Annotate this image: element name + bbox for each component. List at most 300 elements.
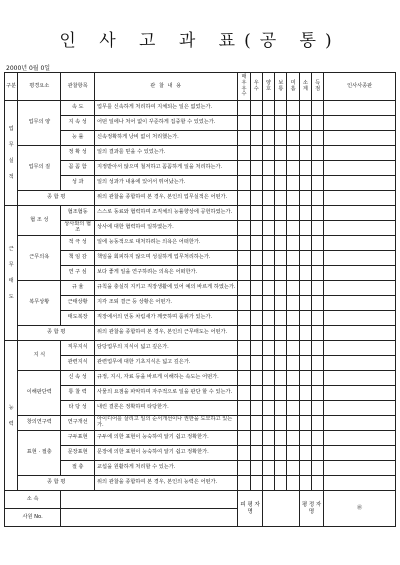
grade-cell[interactable]	[238, 191, 250, 206]
grade-cell[interactable]	[262, 311, 274, 326]
grade-cell[interactable]	[275, 341, 287, 356]
grade-cell[interactable]	[312, 386, 324, 401]
grade-cell[interactable]	[287, 356, 299, 371]
grade-cell[interactable]	[262, 116, 274, 131]
header-grade-6: 득점	[312, 73, 324, 101]
grade-cell[interactable]	[238, 296, 250, 311]
header-desc: 관 찰 내 용	[95, 73, 238, 101]
grade-cell[interactable]	[299, 281, 311, 296]
grade-cell[interactable]	[275, 371, 287, 386]
grade-cell[interactable]	[287, 191, 299, 206]
table-row	[5, 131, 396, 146]
grade-cell[interactable]	[262, 296, 274, 311]
grade-cell[interactable]	[299, 236, 311, 251]
grade-cell[interactable]	[275, 281, 287, 296]
grade-cell[interactable]	[299, 416, 311, 431]
grade-cell[interactable]	[238, 116, 250, 131]
item-label: 문장표현	[61, 446, 95, 461]
grade-cell[interactable]	[238, 326, 250, 341]
grade-cell[interactable]	[287, 371, 299, 386]
description: 일의 성과가 내용에 있어서 뛰어났는가.	[95, 176, 238, 191]
grade-cell[interactable]	[250, 386, 262, 401]
grade-cell[interactable]	[312, 446, 324, 461]
description: 일의 결과를 믿을 수 있었는가.	[95, 146, 238, 161]
description: 상사에 대한 협력하여 일하였는가.	[95, 221, 238, 236]
remarks-cell[interactable]	[324, 371, 396, 386]
item-label: 타 당 성	[61, 401, 95, 416]
grade-cell[interactable]	[250, 476, 262, 491]
section-label-char: 적	[8, 174, 14, 180]
grade-cell[interactable]	[287, 101, 299, 116]
grade-cell[interactable]	[299, 131, 311, 146]
grade-cell[interactable]	[299, 311, 311, 326]
table-row	[5, 461, 396, 476]
grade-cell[interactable]	[262, 131, 274, 146]
table-row	[5, 431, 396, 446]
table-row	[5, 326, 396, 341]
grade-cell[interactable]	[250, 311, 262, 326]
section-label-char: 력	[8, 420, 14, 427]
grade-cell[interactable]	[238, 236, 250, 251]
grade-cell[interactable]	[238, 461, 250, 476]
remarks-cell[interactable]	[324, 146, 396, 161]
table-row	[5, 296, 396, 311]
description: 관련업무에 대한 기초지식은 넓고 깊은가.	[95, 356, 238, 371]
grade-cell[interactable]	[262, 386, 274, 401]
description: 일에 능동적으로 대처하려는 의욕은 어떠한가.	[95, 236, 238, 251]
header-grade-0: 매우우수	[238, 73, 250, 101]
grade-cell[interactable]	[250, 401, 262, 416]
grade-cell[interactable]	[262, 191, 274, 206]
grade-cell[interactable]	[275, 311, 287, 326]
grade-cell[interactable]	[262, 161, 274, 176]
item-label: 신 속 성	[61, 371, 95, 386]
remarks-cell[interactable]	[324, 386, 396, 401]
grade-cell[interactable]	[262, 326, 274, 341]
description: 사물의 요점을 파악하며 자주적으로 일을 판단 할 수 있는가.	[95, 386, 238, 401]
remarks-cell[interactable]	[324, 296, 396, 311]
grade-cell[interactable]	[312, 251, 324, 266]
grade-cell[interactable]	[287, 326, 299, 341]
summary-label: 종 합 평	[18, 326, 95, 341]
remarks-cell[interactable]	[324, 266, 396, 281]
description: 교섭을 원활하게 처리할 수 있는가.	[95, 461, 238, 476]
grade-cell[interactable]	[262, 176, 274, 191]
grade-cell[interactable]	[250, 371, 262, 386]
footer-evaluatee: 피 평 자 명	[238, 491, 263, 527]
grade-cell[interactable]	[299, 476, 311, 491]
grade-cell[interactable]	[287, 446, 299, 461]
description: 신속정확하게 낭비 없이 처리했는가.	[95, 131, 238, 146]
grade-cell[interactable]	[275, 131, 287, 146]
item-label: 속 도	[61, 101, 95, 116]
remarks-cell[interactable]	[324, 431, 396, 446]
remarks-cell[interactable]	[324, 356, 396, 371]
grade-cell[interactable]	[287, 296, 299, 311]
grade-cell[interactable]	[275, 461, 287, 476]
remarks-cell[interactable]	[324, 236, 396, 251]
description: 스스로 동료와 협력하며 조직체의 능률향상에 공헌하였는가.	[95, 206, 238, 221]
grade-cell[interactable]	[287, 431, 299, 446]
remarks-cell[interactable]	[324, 401, 396, 416]
grade-cell[interactable]	[299, 431, 311, 446]
grade-cell[interactable]	[262, 446, 274, 461]
grade-cell[interactable]	[299, 326, 311, 341]
grade-cell[interactable]	[312, 131, 324, 146]
grade-cell[interactable]	[250, 341, 262, 356]
description: 보다 좋게 일을 연구하려는 의욕은 어떠한가.	[95, 266, 238, 281]
grade-cell[interactable]	[312, 281, 324, 296]
element-label: 창의연구력	[18, 416, 61, 431]
description: 위의 관찰을 종합하여 본 경우, 본인의 업무실적은 어떤가.	[95, 191, 238, 206]
grade-cell[interactable]	[250, 356, 262, 371]
grade-cell[interactable]	[238, 281, 250, 296]
grade-cell[interactable]	[299, 161, 311, 176]
description: 아이디어를 살리고 일의 순서개선이나 권한을 도모하고 있는가.	[95, 416, 238, 431]
remarks-cell[interactable]	[324, 416, 396, 431]
grade-cell[interactable]	[287, 476, 299, 491]
item-label: 통 찰 력	[61, 386, 95, 401]
item-label: 능 률	[61, 131, 95, 146]
grade-cell[interactable]	[287, 221, 299, 236]
grade-cell[interactable]	[287, 116, 299, 131]
grade-cell[interactable]	[262, 461, 274, 476]
remarks-cell[interactable]	[324, 311, 396, 326]
table-row	[5, 161, 396, 176]
grade-cell[interactable]	[287, 401, 299, 416]
grade-cell[interactable]	[299, 206, 311, 221]
grade-cell[interactable]	[250, 221, 262, 236]
section-label	[5, 341, 18, 491]
grade-cell[interactable]	[262, 281, 274, 296]
grade-cell[interactable]	[275, 161, 287, 176]
grade-cell[interactable]	[275, 236, 287, 251]
page-title: 인 사 고 과 표(공 통)	[59, 31, 341, 51]
grade-cell[interactable]	[287, 416, 299, 431]
grade-cell[interactable]	[238, 146, 250, 161]
grade-cell[interactable]	[312, 461, 324, 476]
remarks-cell[interactable]	[324, 101, 396, 116]
description: 지각 조퇴 결근 등 상황은 어떤가.	[95, 296, 238, 311]
grade-cell[interactable]	[238, 101, 250, 116]
summary-label: 종 합 평	[18, 191, 95, 206]
grade-cell[interactable]	[262, 146, 274, 161]
grade-cell[interactable]	[275, 101, 287, 116]
grade-cell[interactable]	[238, 311, 250, 326]
element-label: 업무의 질	[18, 146, 61, 191]
element-label: 지 식	[18, 341, 61, 371]
grade-cell[interactable]	[287, 266, 299, 281]
table-row	[5, 101, 396, 116]
grade-cell[interactable]	[238, 416, 250, 431]
grade-cell[interactable]	[250, 431, 262, 446]
grade-cell[interactable]	[262, 341, 274, 356]
description: 책임을 회피하지 않으며 성실하게 업무처리하는가.	[95, 251, 238, 266]
table-row	[5, 476, 396, 491]
grade-cell[interactable]	[299, 251, 311, 266]
seal-mark: ㊞	[324, 491, 396, 527]
footer-dept-value[interactable]	[61, 491, 238, 509]
description: 구두에 의한 표현이 능숙하여 알기 쉽고 정확한가.	[95, 431, 238, 446]
grade-cell[interactable]	[262, 251, 274, 266]
grade-cell[interactable]	[262, 416, 274, 431]
remarks-cell[interactable]	[324, 176, 396, 191]
grade-cell[interactable]	[287, 206, 299, 221]
item-label: 태도복장	[61, 311, 95, 326]
item-label: 관련지식	[61, 356, 95, 371]
grade-cell[interactable]	[299, 146, 311, 161]
grade-cell[interactable]	[250, 236, 262, 251]
header-grade-5: 소계	[299, 73, 311, 101]
grade-cell[interactable]	[312, 116, 324, 131]
grade-cell[interactable]	[275, 296, 287, 311]
grade-cell[interactable]	[250, 446, 262, 461]
grade-cell[interactable]	[275, 176, 287, 191]
grade-cell[interactable]	[275, 191, 287, 206]
grade-cell[interactable]	[275, 356, 287, 371]
grade-cell[interactable]	[275, 251, 287, 266]
header-row	[5, 73, 396, 101]
grade-cell[interactable]	[299, 101, 311, 116]
grade-cell[interactable]	[250, 131, 262, 146]
grade-cell[interactable]	[287, 176, 299, 191]
grade-cell[interactable]	[299, 266, 311, 281]
grade-cell[interactable]	[299, 341, 311, 356]
section-label-char: 도	[8, 294, 14, 300]
item-label: 상사와의 협 조	[61, 221, 95, 236]
grade-cell[interactable]	[238, 476, 250, 491]
grade-cell[interactable]	[312, 326, 324, 341]
footer-name: 사원 No.	[5, 509, 61, 527]
remarks-cell[interactable]	[324, 131, 396, 146]
item-label: 적 극 성	[61, 236, 95, 251]
grade-cell[interactable]	[275, 146, 287, 161]
grade-cell[interactable]	[299, 221, 311, 236]
remarks-cell[interactable]	[324, 221, 396, 236]
grade-cell[interactable]	[238, 206, 250, 221]
grade-cell[interactable]	[312, 206, 324, 221]
grade-cell[interactable]	[312, 221, 324, 236]
table-row	[5, 251, 396, 266]
footer-evaluatee-value[interactable]	[262, 491, 299, 527]
grade-cell[interactable]	[312, 101, 324, 116]
grade-cell[interactable]	[250, 101, 262, 116]
remarks-cell[interactable]	[324, 341, 396, 356]
grade-cell[interactable]	[250, 206, 262, 221]
grade-cell[interactable]	[238, 371, 250, 386]
item-label: 꼼 꼼 함	[61, 161, 95, 176]
grade-cell[interactable]	[287, 131, 299, 146]
grade-cell[interactable]	[275, 266, 287, 281]
grade-cell[interactable]	[312, 416, 324, 431]
table-row	[5, 371, 396, 386]
grade-cell[interactable]	[238, 401, 250, 416]
grade-cell[interactable]	[275, 326, 287, 341]
grade-cell[interactable]	[238, 131, 250, 146]
section-label	[5, 206, 18, 341]
remarks-cell[interactable]	[324, 191, 396, 206]
grade-cell[interactable]	[250, 116, 262, 131]
grade-cell[interactable]	[312, 191, 324, 206]
grade-cell[interactable]	[275, 431, 287, 446]
grade-cell[interactable]	[287, 161, 299, 176]
remarks-cell[interactable]	[324, 461, 396, 476]
item-label: 연 구 심	[61, 266, 95, 281]
grade-cell[interactable]	[262, 236, 274, 251]
grade-cell[interactable]	[299, 116, 311, 131]
grade-cell[interactable]	[250, 191, 262, 206]
remarks-cell[interactable]	[324, 161, 396, 176]
grade-cell[interactable]	[238, 341, 250, 356]
grade-cell[interactable]	[238, 386, 250, 401]
grade-cell[interactable]	[287, 311, 299, 326]
table-row	[5, 386, 396, 401]
grade-cell[interactable]	[299, 461, 311, 476]
grade-cell[interactable]	[312, 311, 324, 326]
grade-cell[interactable]	[287, 386, 299, 401]
grade-cell[interactable]	[250, 266, 262, 281]
grade-cell[interactable]	[250, 461, 262, 476]
grade-cell[interactable]	[312, 476, 324, 491]
item-label: 성 과	[61, 176, 95, 191]
table-row	[5, 116, 396, 131]
table-row	[5, 266, 396, 281]
grade-cell[interactable]	[238, 446, 250, 461]
grade-cell[interactable]	[262, 431, 274, 446]
grade-cell[interactable]	[262, 371, 274, 386]
grade-cell[interactable]	[312, 176, 324, 191]
grade-cell[interactable]	[275, 116, 287, 131]
grade-cell[interactable]	[262, 401, 274, 416]
grade-cell[interactable]	[262, 476, 274, 491]
grade-cell[interactable]	[238, 176, 250, 191]
grade-cell[interactable]	[312, 371, 324, 386]
grade-cell[interactable]	[250, 281, 262, 296]
remarks-cell[interactable]	[324, 326, 396, 341]
grade-cell[interactable]	[312, 296, 324, 311]
grade-cell[interactable]	[312, 161, 324, 176]
grade-cell[interactable]	[262, 221, 274, 236]
section-label-char: 무	[8, 262, 14, 268]
grade-cell[interactable]	[275, 221, 287, 236]
grade-cell[interactable]	[299, 176, 311, 191]
grade-cell[interactable]	[262, 206, 274, 221]
table-row	[5, 401, 396, 416]
date-line: 2000년 0월 0일	[6, 65, 51, 72]
grade-cell[interactable]	[312, 266, 324, 281]
description: 담당업무의 지식이 넓고 깊은가.	[95, 341, 238, 356]
grade-cell[interactable]	[238, 221, 250, 236]
grade-cell[interactable]	[312, 401, 324, 416]
description: 규칙을 충실히 지키고 직장생활에 있어 예의 바르게 하였는가.	[95, 281, 238, 296]
grade-cell[interactable]	[275, 386, 287, 401]
description: 규정, 지시, 자료 등을 바르게 이해하는 속도는 어떤가.	[95, 371, 238, 386]
grade-cell[interactable]	[238, 251, 250, 266]
remarks-cell[interactable]	[324, 116, 396, 131]
section-label-char: 업	[8, 126, 14, 132]
grade-cell[interactable]	[262, 266, 274, 281]
grade-cell[interactable]	[250, 416, 262, 431]
section-label-char: 태	[8, 278, 14, 284]
section-label-char: 근	[8, 246, 14, 252]
grade-cell[interactable]	[250, 176, 262, 191]
footer-name-value[interactable]	[61, 509, 238, 527]
description: 문장에 의한 표현이 능숙하여 알기 쉽고 정확한가.	[95, 446, 238, 461]
grade-cell[interactable]	[312, 341, 324, 356]
grade-cell[interactable]	[312, 146, 324, 161]
remarks-cell[interactable]	[324, 476, 396, 491]
grade-cell[interactable]	[275, 476, 287, 491]
grade-cell[interactable]	[275, 206, 287, 221]
grade-cell[interactable]	[275, 446, 287, 461]
remarks-cell[interactable]	[324, 251, 396, 266]
grade-cell[interactable]	[262, 356, 274, 371]
grade-cell[interactable]	[312, 356, 324, 371]
grade-cell[interactable]	[287, 146, 299, 161]
table-row	[5, 176, 396, 191]
table-row	[5, 281, 396, 296]
grade-cell[interactable]	[312, 431, 324, 446]
grade-cell[interactable]	[275, 401, 287, 416]
grade-cell[interactable]	[299, 296, 311, 311]
table-row	[5, 341, 396, 356]
grade-cell[interactable]	[299, 356, 311, 371]
grade-cell[interactable]	[262, 101, 274, 116]
grade-cell[interactable]	[287, 281, 299, 296]
grade-cell[interactable]	[299, 401, 311, 416]
grade-cell[interactable]	[287, 236, 299, 251]
grade-cell[interactable]	[275, 416, 287, 431]
grade-cell[interactable]	[238, 431, 250, 446]
grade-cell[interactable]	[238, 161, 250, 176]
element-label: 이해판단력	[18, 371, 61, 416]
table-row	[5, 356, 396, 371]
remarks-cell[interactable]	[324, 446, 396, 461]
grade-cell[interactable]	[287, 461, 299, 476]
header-cat: 구분	[5, 73, 18, 101]
item-label: 구두표현	[61, 431, 95, 446]
grade-cell[interactable]	[299, 371, 311, 386]
grade-cell[interactable]	[250, 326, 262, 341]
element-label: 표현 · 절충	[18, 431, 61, 476]
footer-dept: 소 속	[5, 491, 61, 509]
header-remarks: 인사사종판	[324, 73, 396, 101]
grade-cell[interactable]	[312, 236, 324, 251]
description: 지정받아서 않으며 철저하고 꼼꼼하게 일을 처리하는가.	[95, 161, 238, 176]
grade-cell[interactable]	[238, 266, 250, 281]
remarks-cell[interactable]	[324, 206, 396, 221]
grade-cell[interactable]	[299, 386, 311, 401]
header-grade-2: 양호	[262, 73, 274, 101]
element-label: 근무의욕	[18, 236, 61, 281]
grade-cell[interactable]	[250, 296, 262, 311]
grade-cell[interactable]	[287, 341, 299, 356]
table-row	[5, 446, 396, 461]
item-label: 지 속 성	[61, 116, 95, 131]
grade-cell[interactable]	[299, 191, 311, 206]
grade-cell[interactable]	[250, 146, 262, 161]
item-label: 책 임 감	[61, 251, 95, 266]
grade-cell[interactable]	[250, 251, 262, 266]
footer-evaluator: 평 정 자 명	[299, 491, 324, 527]
section-label-char: 능	[8, 404, 14, 411]
grade-cell[interactable]	[287, 251, 299, 266]
grade-cell[interactable]	[238, 356, 250, 371]
grade-cell[interactable]	[250, 161, 262, 176]
grade-cell[interactable]	[299, 446, 311, 461]
table-row	[5, 221, 396, 236]
remarks-cell[interactable]	[324, 281, 396, 296]
